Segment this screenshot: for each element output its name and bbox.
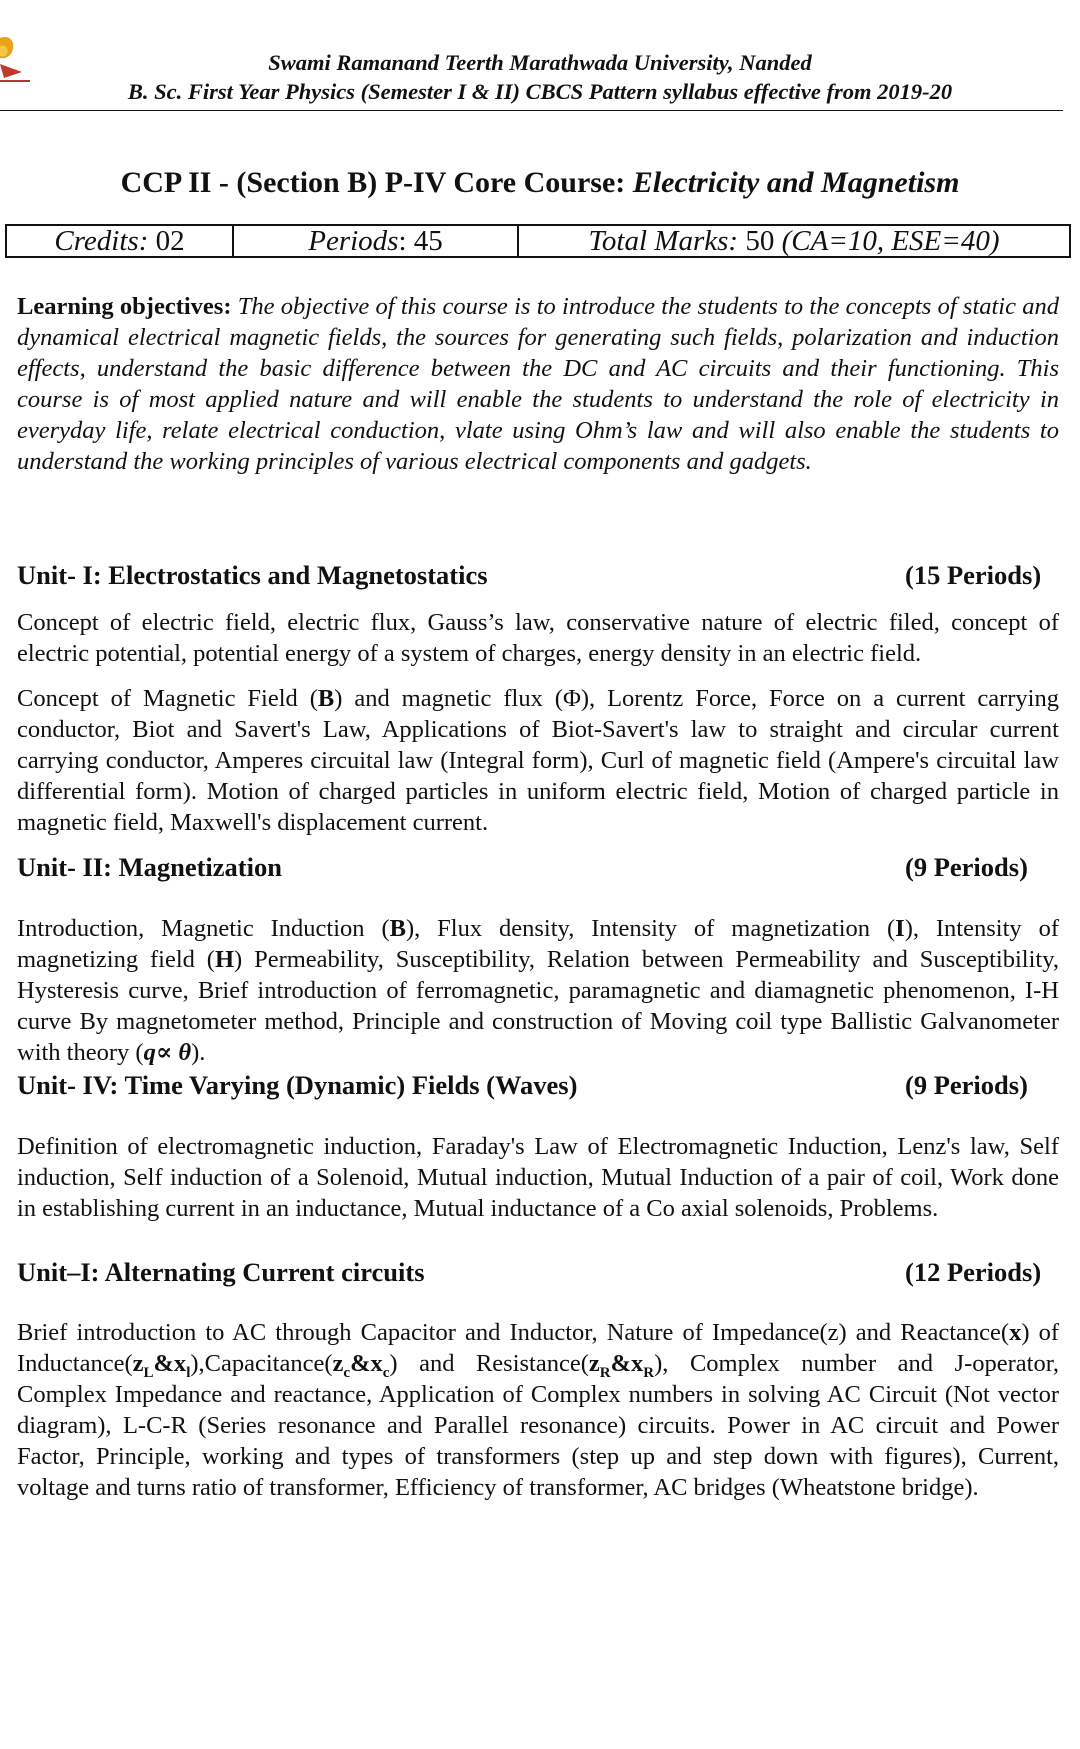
text-run: ) Permeability, Susceptibility, Relation between Permeability and Susceptibility, Hysteresis curve, Brief introduction of ferromagnetic, paramagnetic and diamagnetic phenomenon, I-H curve By magnetometer method, Principle and construction of Moving coil type Ballistic Galvanometer with theory ( <box>17 946 1060 1066</box>
credits-value: 02 <box>155 224 185 257</box>
bold-symbol: B <box>389 915 406 942</box>
bold-symbol: &x <box>350 1350 383 1377</box>
ac-circuits-paragraph <box>17 1317 1059 1503</box>
text-run: Brief introduction to AC through Capacitor and Inductor, Nature of Impedance(z) and Reactance( <box>17 1319 1010 1346</box>
bold-symbol: &x <box>153 1350 187 1377</box>
unit-periods: (9 Periods) <box>905 1070 1028 1100</box>
bold-formula: q∝ θ <box>143 1039 192 1066</box>
bold-symbol: &x <box>610 1350 644 1377</box>
course-title-subject: Electricity and Magnetism <box>632 166 960 199</box>
periods-cell <box>234 226 519 256</box>
objectives-label: Learning objectives: <box>17 293 232 320</box>
text-run: Introduction, Magnetic Induction ( <box>17 915 390 942</box>
unit-heading <box>17 852 1059 886</box>
unit-title: Unit- IV: Time Varying (Dynamic) Fields (Waves) <box>17 1070 578 1100</box>
periods-value: : 45 <box>398 224 443 257</box>
bold-symbol: x <box>1009 1319 1022 1346</box>
unit2-paragraph <box>17 913 1059 1068</box>
subscript: c <box>343 1364 351 1381</box>
unit4-paragraph: Definition of electromagnetic induction, Faraday's Law of Electromagnetic Induction, Lenz's law, Self induction, Self induction of a Solenoid, Mutual induction, Mutual Induction of a pair of coil, Work done in establishing current in an inductance, Mutual inductance of a Co axial solenoids, Problems. <box>17 1133 1059 1222</box>
university-name: Swami Ramanand Teerth Marathwada University, Nanded <box>268 50 812 75</box>
subscript: l <box>186 1364 191 1381</box>
text-run: ) and Resistance( <box>389 1350 589 1377</box>
credits-cell <box>7 226 234 256</box>
bold-symbol: H <box>214 946 235 973</box>
subscript: L <box>143 1364 154 1381</box>
unit-periods: (9 Periods) <box>905 852 1028 882</box>
text-run: Concept of Magnetic Field ( <box>17 685 318 712</box>
credits-label: Credits: <box>54 224 149 257</box>
unit-periods: (12 Periods) <box>905 1257 1042 1287</box>
unit1-paragraph-1: Concept of electric field, electric flux, Gauss’s law, conservative nature of electric filed, concept of electric potential, potential energy of a system of charges, energy density in an electric field. <box>17 609 1059 667</box>
text-run: ). <box>191 1039 206 1066</box>
text-run: ) of Inductance( <box>17 1319 1059 1377</box>
syllabus-subtitle: B. Sc. First Year Physics (Semester I & II) CBCS Pattern syllabus effective from 2019-20 <box>127 79 953 104</box>
subscript: R <box>599 1364 611 1381</box>
unit-heading <box>17 560 1059 594</box>
text-run: ), Flux density, Intensity of magnetization ( <box>405 915 896 942</box>
unit-title: Unit- I: Electrostatics and Magnetostatics <box>17 560 488 590</box>
learning-objectives <box>17 291 1059 477</box>
bold-symbol: I <box>895 915 905 942</box>
text-run: ), Complex number and J-operator, Complex Impedance and reactance, Application of Complex numbers in solving AC Circuit (Not vector diagram), L-C-R (Series resonance and Parallel resonance) circuits. Power in AC circuit and Power Factor, Principle, working and types of transformers (step up and step down with figures), Current, voltage and turns ratio of transformer, Efficiency of transformer, AC bridges (Wheatstone bridge). <box>17 1350 1059 1501</box>
bold-symbol: z <box>132 1350 144 1377</box>
unit1-paragraph-2 <box>17 683 1059 838</box>
bold-symbol: z <box>332 1350 344 1377</box>
marks-value: 50 <box>745 224 775 257</box>
periods-label: Periods <box>308 224 399 257</box>
header-rule <box>0 110 1063 111</box>
subscript: R <box>643 1364 655 1381</box>
bold-symbol: z <box>588 1350 600 1377</box>
text-run: ) and magnetic flux (Φ), Lorentz Force, Force on a current carrying conductor, Biot and Savert's Law, Applications of Biot-Savert's law to straight and circular current carrying conductor, Amperes circuital law (Integral form), Curl of magnetic field (Ampere's circuital law differential form). Motion of charged particles in uniform electric field, Motion of charged particle in magnetic field, Maxwell's displacement current. <box>17 685 1059 836</box>
marks-label: Total Marks: <box>588 224 739 257</box>
marks-cell <box>519 226 1069 256</box>
unit-periods: (15 Periods) <box>905 560 1042 590</box>
unit-title: Unit–I: Alternating Current circuits <box>17 1257 425 1287</box>
unit-title: Unit- II: Magnetization <box>17 852 282 882</box>
bold-symbol: B <box>317 685 335 712</box>
text-run: ),Capacitance( <box>190 1350 333 1377</box>
unit-heading <box>17 1070 1059 1104</box>
credits-table <box>5 224 1071 258</box>
course-title-prefix: CCP II - (Section B) P-IV Core Course: <box>120 166 626 199</box>
subscript: c <box>382 1364 390 1381</box>
marks-breakdown: (CA=10, ESE=40) <box>781 224 1000 257</box>
text-run: ), Intensity of magnetizing field ( <box>17 915 1059 973</box>
unit-heading <box>17 1257 1059 1291</box>
objectives-text: The objective of this course is to introduce the students to the concepts of static and dynamical electrical magnetic fields, the sources for generating such fields, polarization and induction effects, understand the basic difference between the DC and AC circuits and their functioning. This course is of most applied nature and will enable the students to understand the role of electricity in everyday life, relate electrical conduction, vlate using Ohm’s law and will also enable the students to understand the working principles of various electrical components and gadgets. <box>17 293 1060 475</box>
course-title <box>0 166 1080 200</box>
